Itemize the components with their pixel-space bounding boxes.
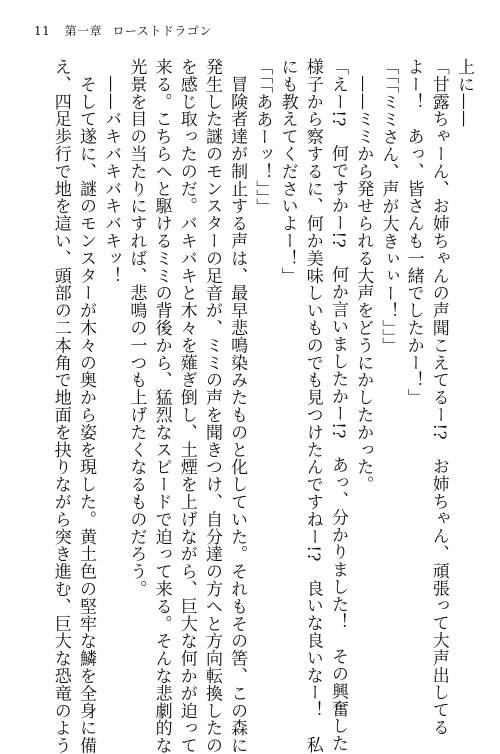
text-line: 光景を目の当たりにすれば、悲鳴の一つも上げたくなるものだろう。 bbox=[126, 58, 147, 598]
text-line: 「「「ミミさん、声が大きぃぃー！」」」 bbox=[378, 58, 399, 355]
text-line: を感じ取ったのだ。バキバキと木々を薙ぎ倒し、土煙を上げながら、巨大な何かが迫って bbox=[176, 58, 197, 754]
text-line: よー！ あっ、皆さんも一緒でしたかー！」 bbox=[403, 58, 424, 406]
running-header bbox=[34, 22, 212, 39]
text-line: 上に—— bbox=[454, 58, 474, 128]
text-line: 「甘露ちゃーん、お姉ちゃんの声聞こえてるー!? お姉ちゃん、頑張って大声出してる bbox=[428, 58, 449, 736]
text-line: 来る。こちらへと駆けるミミの背後から、猛烈なスピードで迫って来る。そんな悲劇的な bbox=[151, 58, 172, 754]
body-text bbox=[28, 58, 476, 754]
text-line: にも教えてくださいよー！」 bbox=[277, 58, 298, 285]
text-line: 様子から察するに、何か美味しいものでも見つけたんですねー!? 良いな良いなー！ 私 bbox=[302, 58, 323, 754]
text-line: 発生した謎のモンスターの足音が、ミミの声を聞きつけ、自分達の方へと方向転換したの bbox=[201, 58, 222, 754]
text-line: そして遂に、謎のモンスターが木々の奥から姿を現した。黄土色の堅牢な鱗を全身に備 bbox=[75, 58, 96, 754]
text-line: 冒険者達が制止する声は、最早悲鳴染みたものと化していた。それもその筈、この森に bbox=[227, 58, 248, 754]
text-line: ——ミミから発せられる大声をどうにかしたかった。 bbox=[353, 58, 374, 493]
chapter-label: 第一章 bbox=[64, 24, 103, 38]
chapter-title: ローストドラゴン bbox=[112, 24, 212, 38]
text-line: え、四足歩行で地を這い、頭部の二本角で地面を抉りながら突き進む、巨大な恐竜のよう bbox=[50, 58, 71, 754]
text-line: 「えー!? 何ですかー!? 何か言いましたかー!? あっ、分かりました！ その興奮した bbox=[327, 58, 348, 753]
page-number: 11 bbox=[34, 24, 51, 38]
text-line: 「「「ああーッ！」」」 bbox=[252, 58, 273, 216]
text-line: ——バキバキバキバキッ！ bbox=[101, 58, 122, 285]
